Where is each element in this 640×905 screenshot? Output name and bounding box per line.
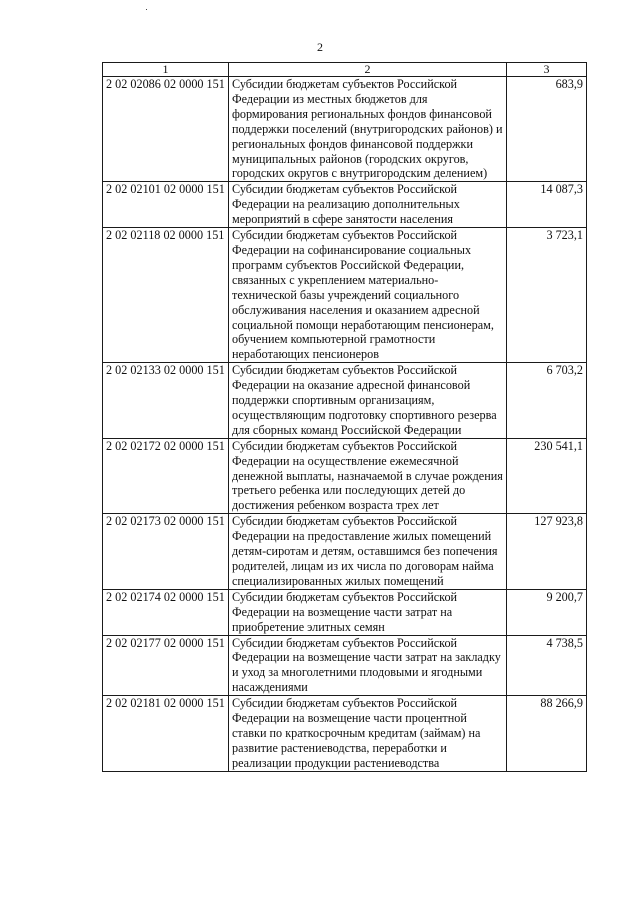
- budget-code-cell: 2 02 02181 02 0000 151: [103, 696, 229, 772]
- table-row: [103, 696, 587, 772]
- table-row: [103, 363, 587, 439]
- description-cell: Субсидии бюджетам субъектов Российской Федерации на предоставление жилых помещений детям-сиротам и детям, оставшимся без попечения родителей, лицам из их числа по договорам найма специализированных жилых помещений: [229, 514, 507, 590]
- amount-cell: 127 923,8: [507, 514, 587, 590]
- description-cell: Субсидии бюджетам субъектов Российской Федерации из местных бюджетов для формирования региональных фондов финансовой поддержки поселений (внутригородских районов) и региональных фондов финансовой поддержки муниципальных районов (городских округов, городских округов с внутригородским делением): [229, 77, 507, 182]
- budget-code-cell: 2 02 02101 02 0000 151: [103, 182, 229, 228]
- page-number: 2: [317, 40, 323, 54]
- column-header-amount: 3: [507, 63, 587, 77]
- table-row: [103, 635, 587, 696]
- amount-cell: 88 266,9: [507, 696, 587, 772]
- budget-code-cell: 2 02 02173 02 0000 151: [103, 514, 229, 590]
- table-row: [103, 182, 587, 228]
- column-header-description: 2: [229, 63, 507, 77]
- scan-speck: [146, 9, 147, 10]
- description-cell: Субсидии бюджетам субъектов Российской Федерации на осуществление ежемесячной денежной выплаты, назначаемой в случае рождения третьего ребенка или последующих детей до достижения ребенком возраста трех лет: [229, 438, 507, 514]
- budget-revenue-table: [102, 62, 587, 772]
- description-cell: Субсидии бюджетам субъектов Российской Федерации на оказание адресной финансовой поддержки спортивным организациям, осуществляющим подготовку спортивного резерва для сборных команд Российской Федерации: [229, 363, 507, 439]
- table-row: [103, 589, 587, 635]
- table-header-row: [103, 63, 587, 77]
- amount-cell: 6 703,2: [507, 363, 587, 439]
- description-cell: Субсидии бюджетам субъектов Российской Федерации на возмещение части процентной ставки по краткосрочным кредитам (займам) на развитие растениеводства, переработки и реализации продукции растениеводства: [229, 696, 507, 772]
- amount-cell: 9 200,7: [507, 589, 587, 635]
- table-row: [103, 77, 587, 182]
- description-cell: Субсидии бюджетам субъектов Российской Федерации на софинансирование социальных программ субъектов Российской Федерации, связанных с укреплением материально-технической базы учреждений социального обслуживания населения и оказанием адресной социальной помощи неработающим пенсионерам, обучением компьютерной грамотности неработающих пенсионеров: [229, 228, 507, 363]
- amount-cell: 230 541,1: [507, 438, 587, 514]
- table-row: [103, 228, 587, 363]
- amount-cell: 14 087,3: [507, 182, 587, 228]
- description-cell: Субсидии бюджетам субъектов Российской Федерации на реализацию дополнительных мероприятий в сфере занятости населения: [229, 182, 507, 228]
- amount-cell: 683,9: [507, 77, 587, 182]
- description-cell: Субсидии бюджетам субъектов Российской Федерации на возмещение части затрат на закладку и уход за многолетними плодовыми и ягодными насаждениями: [229, 635, 507, 696]
- amount-cell: 4 738,5: [507, 635, 587, 696]
- column-header-code: 1: [103, 63, 229, 77]
- description-cell: Субсидии бюджетам субъектов Российской Федерации на возмещение части затрат на приобретение элитных семян: [229, 589, 507, 635]
- budget-code-cell: 2 02 02177 02 0000 151: [103, 635, 229, 696]
- budget-code-cell: 2 02 02118 02 0000 151: [103, 228, 229, 363]
- budget-code-cell: 2 02 02086 02 0000 151: [103, 77, 229, 182]
- budget-code-cell: 2 02 02174 02 0000 151: [103, 589, 229, 635]
- budget-code-cell: 2 02 02133 02 0000 151: [103, 363, 229, 439]
- budget-code-cell: 2 02 02172 02 0000 151: [103, 438, 229, 514]
- amount-cell: 3 723,1: [507, 228, 587, 363]
- table-row: [103, 438, 587, 514]
- table-row: [103, 514, 587, 590]
